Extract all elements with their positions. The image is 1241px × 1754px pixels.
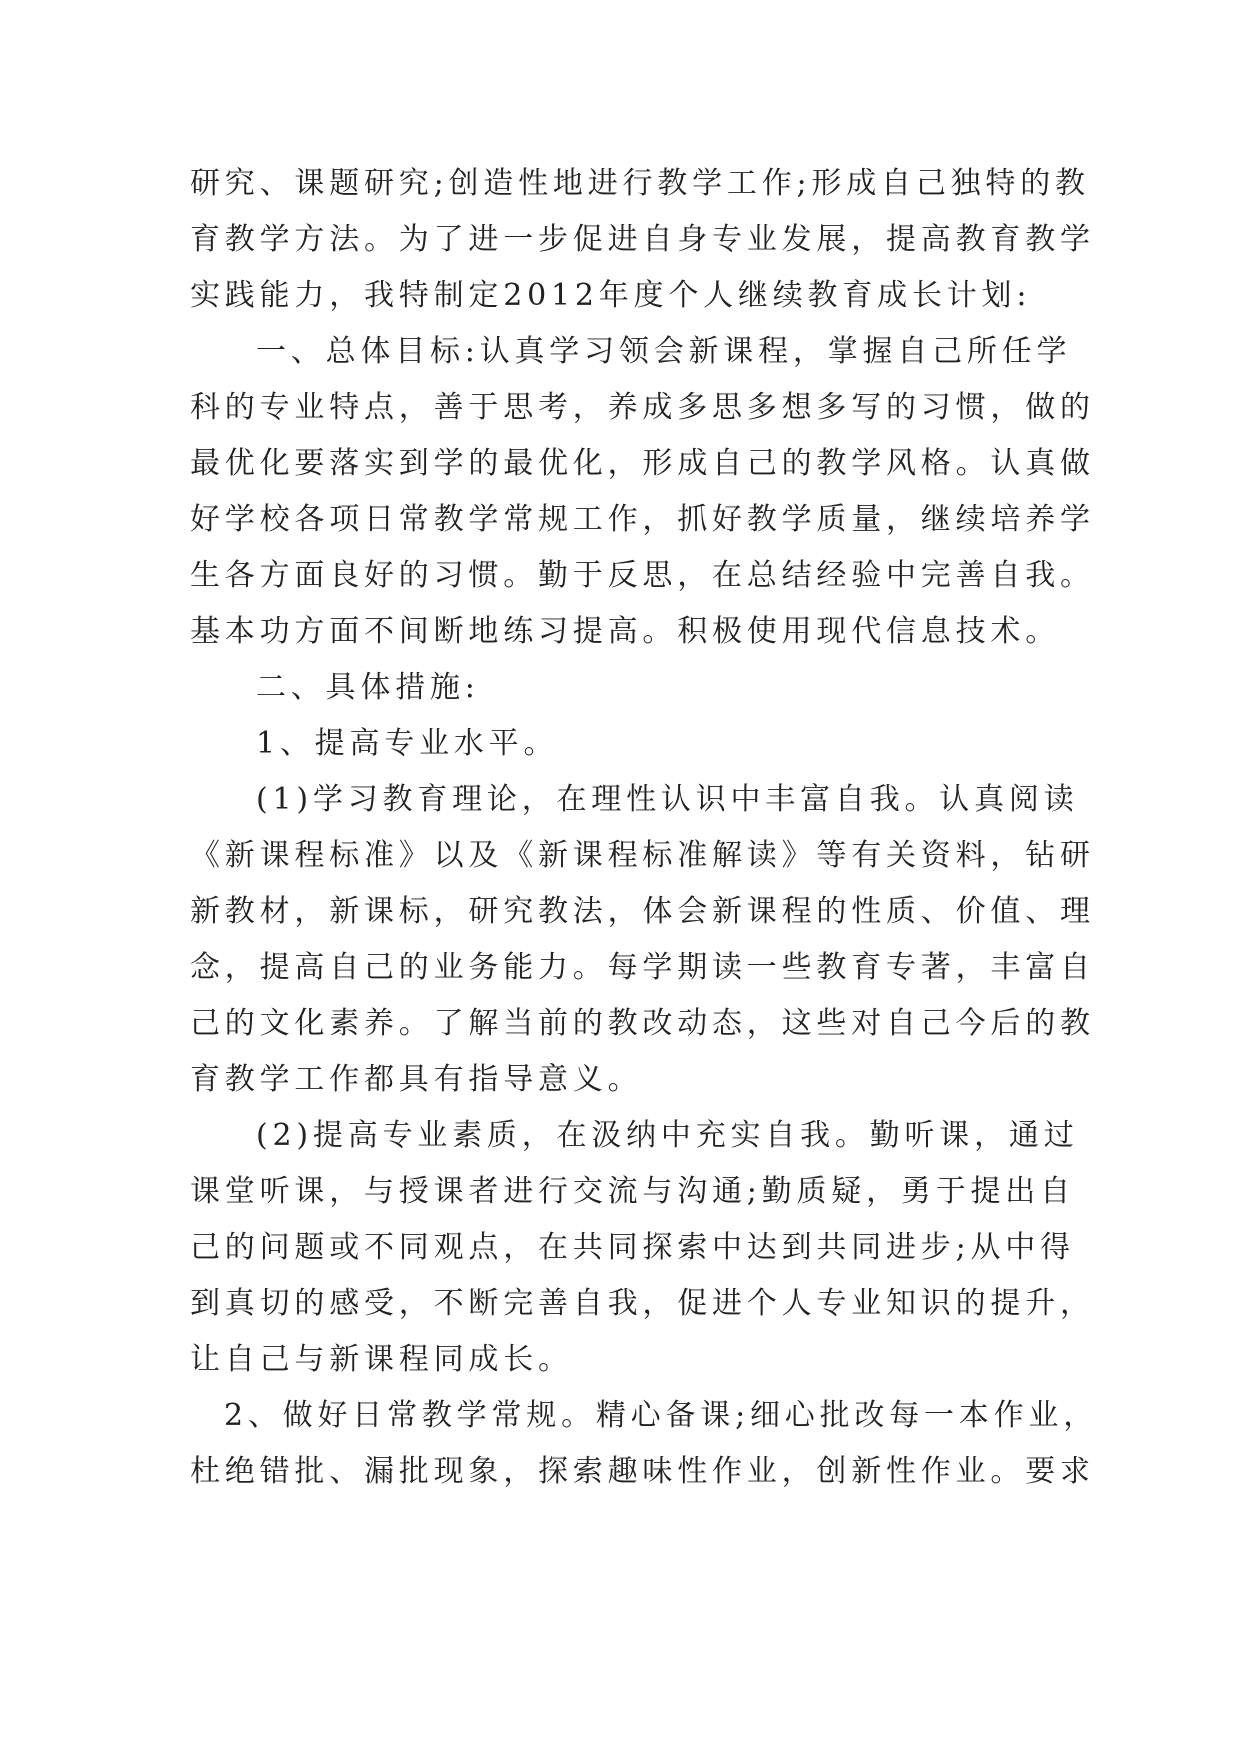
text-line: 一、总体目标:认真学习领会新课程，掌握自己所任学: [256, 334, 1072, 369]
text-line: 《新课程标准》以及《新课程标准解读》等有关资料，钻研: [190, 838, 1095, 873]
text-line: 1、提高专业水平。: [256, 726, 559, 761]
text-line: 实践能力，我特制定2012年度个人继续教育成长计划:: [190, 278, 1032, 313]
text-line: 育教学工作都具有指导意义。: [190, 1062, 643, 1097]
text-line: 二、具体措施:: [256, 670, 480, 705]
text-line: 新教材，新课标，研究教法，体会新课程的性质、价值、理: [190, 894, 1095, 929]
text-line: 己的文化素养。了解当前的教改动态，这些对自己今后的教: [190, 1006, 1095, 1041]
text-line: 基本功方面不间断地练习提高。积极使用现代信息技术。: [190, 614, 1060, 649]
document-body: [190, 156, 1098, 1500]
text-line: 到真切的感受，不断完善自我，促进个人专业知识的提升，: [190, 1286, 1095, 1321]
text-line: 2、做好日常教学常规。精心备课;细心批改每一本作业，: [224, 1398, 1098, 1433]
text-line: 育教学方法。为了进一步促进自身专业发展，提高教育教学: [190, 222, 1095, 257]
text-line: (2)提高专业素质，在汲纳中充实自我。勤听课，通过: [256, 1118, 1079, 1153]
text-line: 科的专业特点，善于思考，养成多思多想多写的习惯，做的: [190, 390, 1095, 425]
text-line: 让自己与新课程同成长。: [190, 1342, 573, 1377]
text-line: 好学校各项日常教学常规工作，抓好教学质量，继续培养学: [190, 502, 1095, 537]
text-line: (1)学习教育理论，在理性认识中丰富自我。认真阅读: [256, 782, 1079, 817]
text-line: 课堂听课，与授课者进行交流与沟通;勤质疑，勇于提出自: [190, 1174, 1075, 1209]
text-line: 念，提高自己的业务能力。每学期读一些教育专著，丰富自: [190, 950, 1095, 985]
text-line: 己的问题或不同观点，在共同探索中达到共同进步;从中得: [190, 1230, 1075, 1265]
text-line: 杜绝错批、漏批现象，探索趣味性作业，创新性作业。要求: [190, 1454, 1095, 1489]
text-line: 生各方面良好的习惯。勤于反思，在总结经验中完善自我。: [190, 558, 1095, 593]
text-line: 最优化要落实到学的最优化，形成自己的教学风格。认真做: [190, 446, 1095, 481]
text-line: 研究、课题研究;创造性地进行教学工作;形成自己独特的教: [190, 166, 1090, 201]
